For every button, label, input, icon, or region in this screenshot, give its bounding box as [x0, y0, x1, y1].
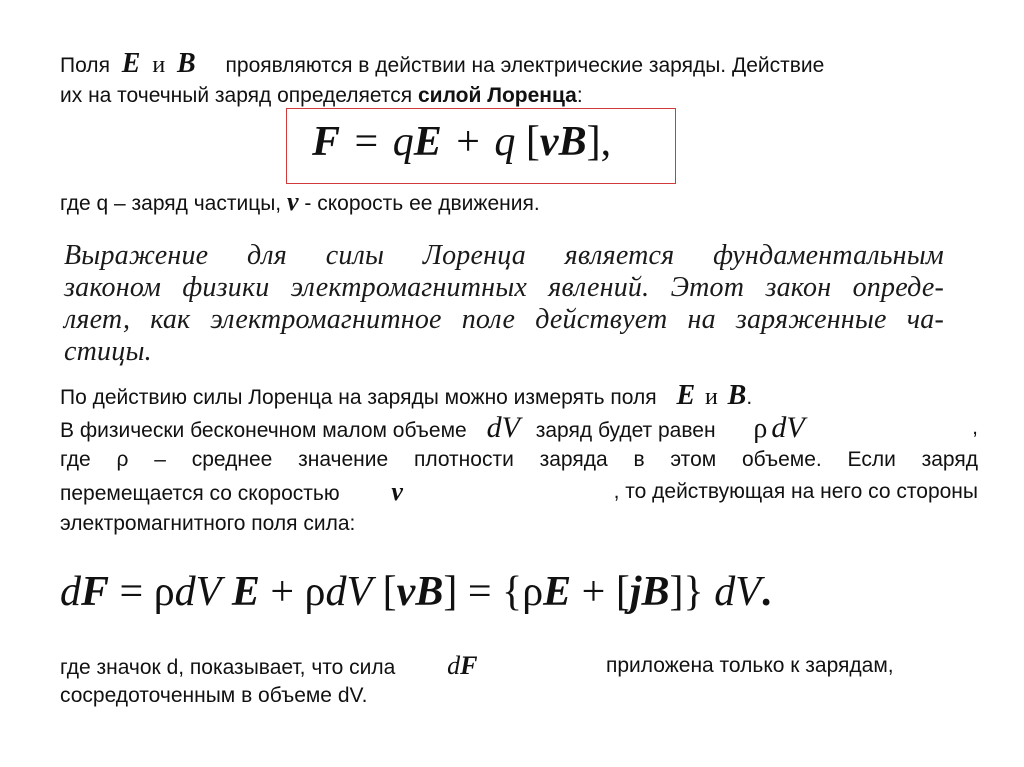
para-line-1: [60, 380, 753, 411]
where-line-3: сосредоточенным в объеме dV.: [60, 684, 368, 707]
formula-symbol: v: [396, 569, 416, 615]
quote-line: Выражение для силы Лоренца является фундаментальным: [64, 240, 944, 271]
formula-symbol: v: [539, 119, 559, 165]
para-text: перемещается со скоростью: [60, 482, 340, 505]
formula-bracket: {: [502, 569, 523, 615]
para-text: .: [746, 386, 753, 409]
formula-operator: =: [119, 569, 144, 615]
quote-line: законом физики электромагнитных явлений. Этот закон опреде-: [64, 272, 944, 303]
intro-text: Поля: [60, 54, 110, 77]
intro-line-2: [60, 84, 583, 108]
vector-e: E: [121, 48, 141, 79]
formula-bracket: [: [525, 119, 540, 165]
formula-symbol: B: [558, 119, 587, 165]
differential-symbol: F: [460, 651, 478, 680]
formula-symbol: dV: [714, 569, 761, 615]
lorentz-formula: [312, 118, 611, 166]
velocity-symbol: v: [287, 187, 299, 216]
formula-symbol: ρ: [304, 569, 326, 615]
formula-bracket: ]: [669, 569, 684, 615]
formula-operator: =: [354, 119, 379, 165]
formula-symbol: dV: [174, 569, 222, 615]
quote-line: ляет, как электромагнитное поле действует на заряженные ча-: [64, 304, 944, 335]
formula-operator: +: [456, 119, 480, 165]
formula-symbol: ρ: [153, 569, 175, 615]
para-text: В физически бесконечном малом объеме: [60, 419, 467, 442]
formula-punctuation: .: [760, 569, 772, 615]
intro-line-1: [60, 48, 825, 79]
where-text: приложена только к зарядам,: [606, 654, 894, 677]
quote-line: стицы.: [64, 336, 152, 367]
intro-text: их на точечный заряд определяется: [60, 84, 413, 107]
intro-text: :: [576, 84, 583, 107]
para-line-3: где ρ – среднее значение плотности заряда в этом объеме. Если заряд: [60, 448, 978, 471]
velocity-symbol: v: [391, 477, 403, 506]
vector-b: B: [727, 380, 747, 411]
para-text: По действию силы Лоренца на заряды можно измерять поля: [60, 386, 657, 409]
formula-symbol: B: [641, 569, 670, 615]
intro-text: проявляются в действии на электрические заряды. Действие: [225, 54, 825, 77]
force-formula: [60, 568, 771, 616]
para-text: , то действующая на него со стороны: [613, 480, 978, 503]
formula-symbol: E: [231, 569, 260, 615]
para-text: заряд будет равен: [535, 419, 716, 442]
formula-bracket: ]: [443, 569, 458, 615]
differential-symbol: d: [447, 651, 461, 680]
formula-symbol: j: [629, 569, 642, 615]
para-text: ,: [972, 416, 978, 439]
para-line-2: [60, 411, 978, 444]
formula-symbol: q: [494, 119, 516, 165]
rho-symbol: ρ: [753, 413, 768, 444]
quote-block: [64, 240, 944, 368]
para-line-4: [60, 477, 978, 506]
formula-symbol: ρ: [522, 569, 544, 615]
formula-bracket: ],: [586, 119, 612, 165]
formula-symbol: F: [312, 119, 341, 165]
volume-element: dV: [486, 411, 520, 444]
formula-symbol: dV: [325, 569, 373, 615]
vector-b: B: [177, 48, 196, 79]
formula-symbol: B: [415, 569, 444, 615]
where-text: где q – заряд частицы,: [60, 192, 282, 215]
volume-element: dV: [771, 411, 805, 444]
formula-symbol: E: [413, 119, 442, 165]
formula-symbol: E: [543, 569, 572, 615]
para-line-5: электромагнитного поля сила:: [60, 512, 356, 535]
where-text: - скорость ее движения.: [304, 192, 540, 215]
formula-operator: +: [581, 569, 606, 615]
formula-bracket: [: [615, 569, 630, 615]
conjunction: и: [704, 384, 718, 410]
formula-operator: =: [467, 569, 492, 615]
formula-operator: +: [270, 569, 295, 615]
formula-bracket: }: [683, 569, 704, 615]
where-line-2: [60, 651, 978, 680]
where-text: где значок d, показывает, что сила: [60, 656, 396, 679]
conjunction: и: [152, 52, 166, 78]
formula-bracket: [: [382, 569, 397, 615]
lorentz-force-term: силой Лоренца: [418, 84, 577, 107]
formula-symbol: q: [392, 119, 414, 165]
formula-symbol: d: [60, 569, 81, 615]
where-line-1: [60, 187, 540, 216]
vector-e: E: [676, 380, 696, 411]
formula-symbol: F: [81, 569, 110, 615]
